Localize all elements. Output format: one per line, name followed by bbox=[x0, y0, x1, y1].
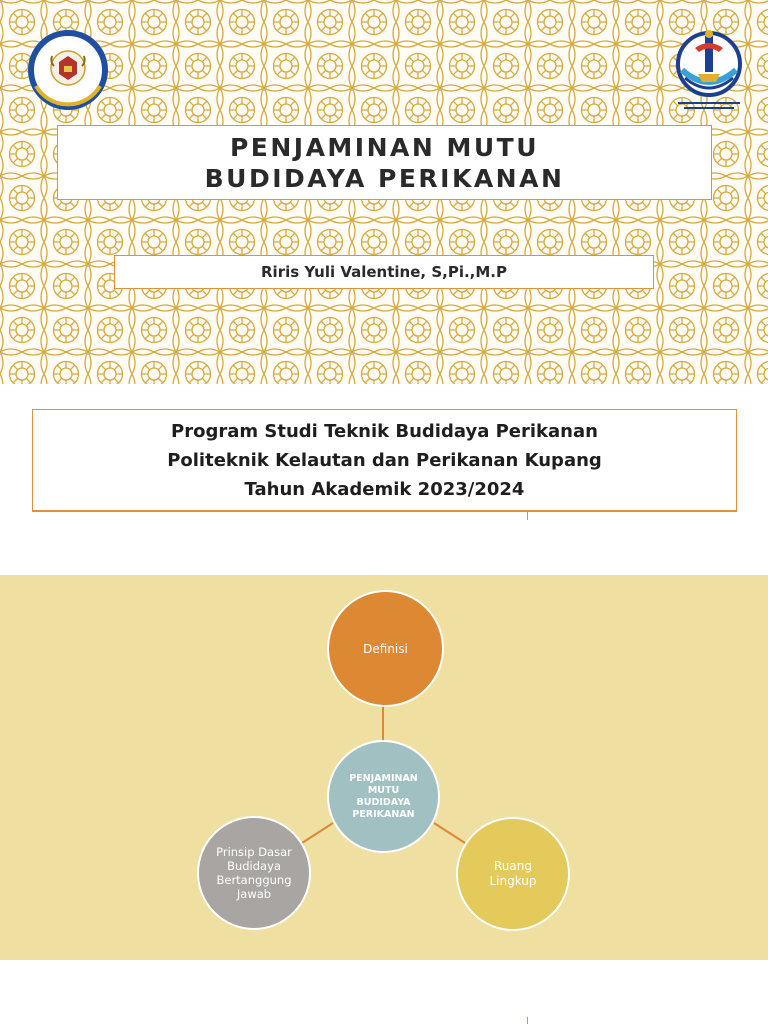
program-study-line: Program Studi Teknik Budidaya Perikanan bbox=[171, 420, 598, 442]
node-ruang-label: Ruang Lingkup bbox=[489, 859, 537, 888]
node-ruang-lingkup[interactable] bbox=[456, 817, 570, 931]
author-box bbox=[114, 255, 654, 289]
title-slide bbox=[0, 0, 768, 384]
title-line-2: BUDIDAYA PERIKANAN bbox=[204, 163, 565, 193]
node-center-label: PENJAMINAN MUTU BUDIDAYA PERIKANAN bbox=[349, 772, 418, 820]
politeknik-logo bbox=[670, 26, 748, 120]
bottom-marker-tick bbox=[527, 1017, 528, 1024]
slide-marker-tick bbox=[527, 511, 528, 520]
institution-line: Politeknik Kelautan dan Perikanan Kupang bbox=[167, 449, 602, 471]
node-definisi[interactable] bbox=[327, 590, 444, 707]
title-box bbox=[57, 125, 712, 200]
concept-diagram-slide bbox=[0, 575, 768, 960]
author-name: Riris Yuli Valentine, S,Pi.,M.P bbox=[261, 263, 507, 281]
academic-year-line: Tahun Akademik 2023/2024 bbox=[244, 478, 525, 500]
node-center[interactable] bbox=[327, 740, 440, 853]
connector-right bbox=[434, 823, 465, 843]
connector-left bbox=[302, 823, 333, 843]
node-prinsip-dasar[interactable] bbox=[197, 816, 311, 930]
node-prinsip-label: Prinsip Dasar Budidaya Bertanggung Jawab bbox=[216, 845, 292, 901]
title-line-1: PENJAMINAN MUTU bbox=[229, 132, 540, 162]
kkp-logo bbox=[24, 26, 112, 114]
program-info-box bbox=[32, 409, 737, 512]
node-definisi-label: Definisi bbox=[363, 641, 408, 656]
program-info-slide bbox=[0, 384, 768, 574]
